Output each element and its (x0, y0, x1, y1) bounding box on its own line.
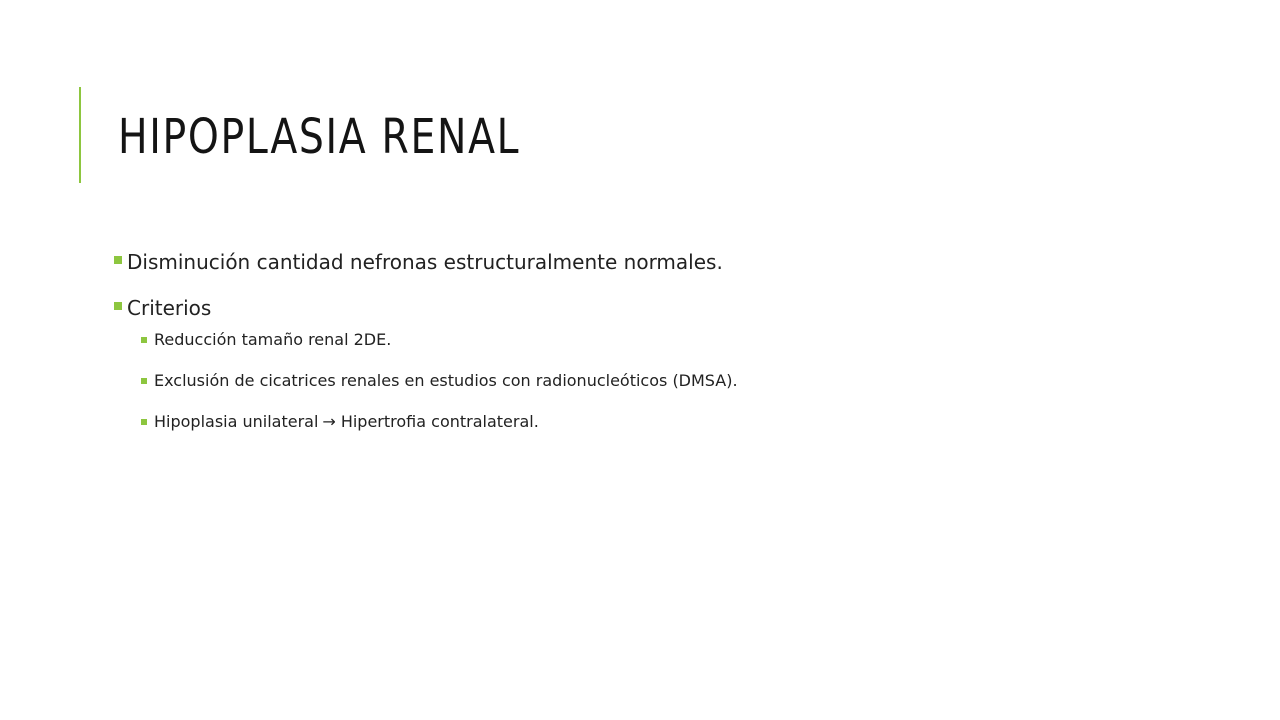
sub-bullet-item (141, 410, 738, 434)
bullet-item (114, 246, 738, 278)
bullet-item (114, 292, 738, 434)
bullet-text: Disminución cantidad nefronas estructuralmente normales. (127, 250, 723, 274)
sub-bullet-text: Reducción tamaño renal 2DE. (154, 330, 392, 349)
sub-bullet-item (141, 369, 738, 393)
right-arrow-icon: → (322, 412, 336, 431)
sub-bullet-text: Hipertrofia contralateral. (340, 412, 539, 431)
square-bullet-icon (141, 419, 147, 425)
square-bullet-icon (114, 302, 122, 310)
sub-bullet-text: Hipoplasia unilateral (154, 412, 319, 431)
square-bullet-icon (114, 256, 122, 264)
square-bullet-icon (141, 337, 147, 343)
sub-bullet-text: Exclusión de cicatrices renales en estudios con radionucleóticos (DMSA). (154, 371, 738, 390)
bullet-list (114, 246, 738, 434)
slide-title: HIPOPLASIA RENAL (118, 109, 521, 165)
sub-bullet-item (141, 328, 738, 352)
sub-bullet-list (141, 328, 738, 434)
title-accent-bar (79, 87, 81, 183)
bullet-text: Criterios (127, 296, 212, 320)
square-bullet-icon (141, 378, 147, 384)
